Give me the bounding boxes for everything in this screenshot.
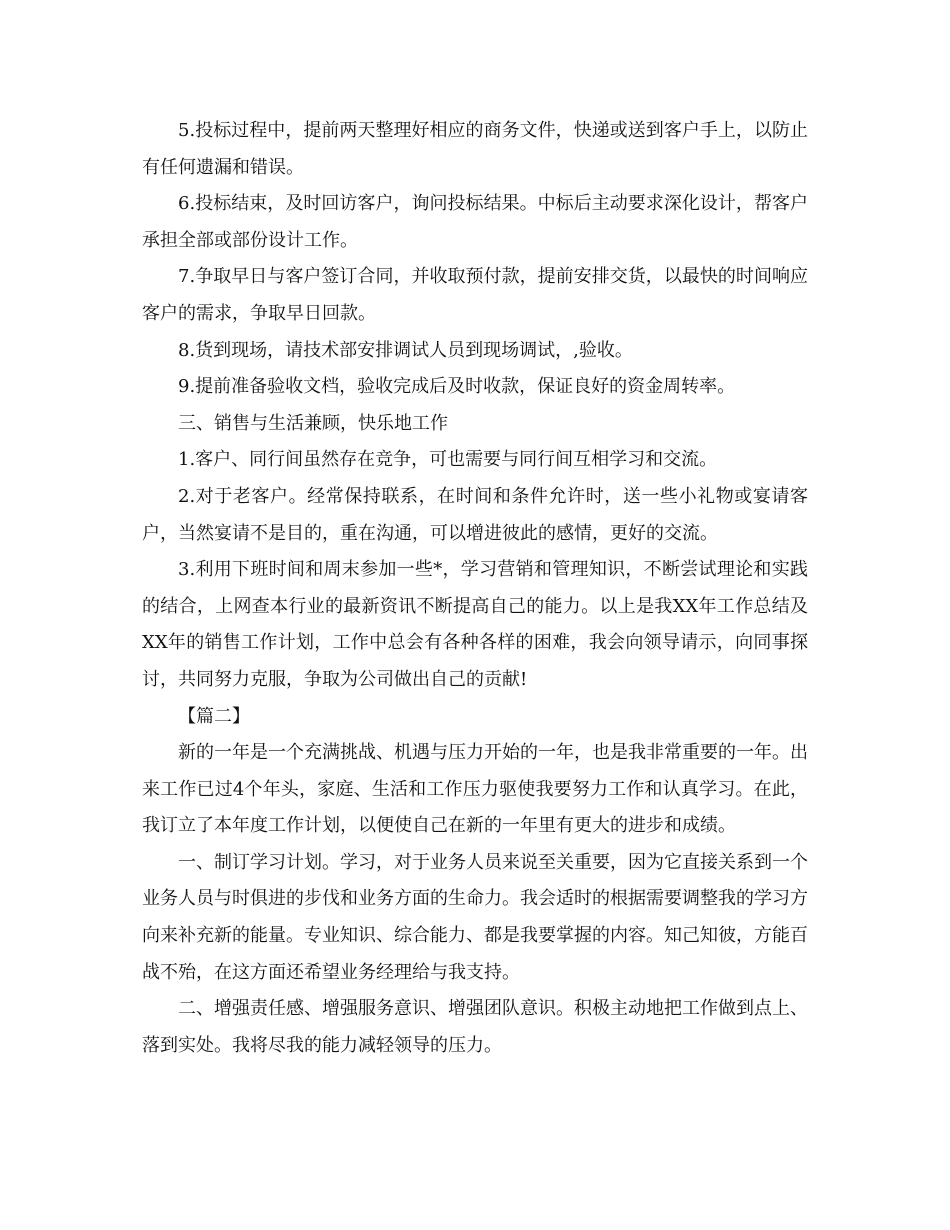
section-heading-3: 三、销售与生活兼顾，快乐地工作 (178, 412, 448, 434)
part-two-heading: 【篇二】 (178, 705, 250, 727)
paragraph-item-3: 3.利用下班时间和周末参加一些*，学习营销和管理知识，不断尝试理论和实践的结合，上网查本行业的最新资讯不断提高自己的能力。以上是我XX年工作总结及XX年的销售工作计划，工作中总会有各种各样的困难，我会向领导请示，向同事探讨，共同努力克服，争取为公司做出自己的贡献! (142, 559, 808, 690)
paragraph-item-7: 7.争取早日与客户签订合同，并收取预付款，提前安排交货，以最快的时间响应客户的需求，争取早日回款。 (142, 266, 808, 324)
paragraph-item-8: 8.货到现场，请技术部安排调试人员到现场调试，,验收。 (178, 339, 633, 361)
responsibility-paragraph: 二、增强责任感、增强服务意识、增强团队意识。积极主动地把工作做到点上、落到实处。我将尽我的能力减轻领导的压力。 (142, 998, 808, 1056)
paragraph-item-2: 2.对于老客户。经常保持联系，在时间和条件允许时，送一些小礼物或宴请客户，当然宴请不是目的，重在沟通，可以增进彼此的感情，更好的交流。 (142, 485, 808, 544)
paragraph-item-6: 6.投标结束，及时回访客户，询问投标结果。中标后主动要求深化设计，帮客户承担全部或部份设计工作。 (142, 193, 808, 251)
intro-paragraph: 新的一年是一个充满挑战、机遇与压力开始的一年，也是我非常重要的一年。出来工作已过4个年头，家庭、生活和工作压力驱使我要努力工作和认真学习。在此，我订立了本年度工作计划，以便使自己在新的一年里有更大的进步和成绩。 (142, 742, 808, 837)
paragraph-item-9: 9.提前准备验收文档，验收完成后及时收款，保证良好的资金周转率。 (178, 376, 736, 398)
document-body (142, 113, 808, 1064)
learning-plan-paragraph: 一、制订学习计划。学习，对于业务人员来说至关重要，因为它直接关系到一个业务人员与时俱进的步伐和业务方面的生命力。我会适时的根据需要调整我的学习方向来补充新的能量。专业知识、综合能力、都是我要掌握的内容。知己知彼，方能百战不殆，在这方面还希望业务经理给与我支持。 (142, 851, 808, 983)
paragraph-item-5: 5.投标过程中，提前两天整理好相应的商务文件，快递或送到客户手上，以防止有任何遗漏和错误。 (142, 120, 808, 178)
paragraph-item-1: 1.客户、同行间虽然存在竞争，可也需要与同行间互相学习和交流。 (178, 449, 718, 471)
